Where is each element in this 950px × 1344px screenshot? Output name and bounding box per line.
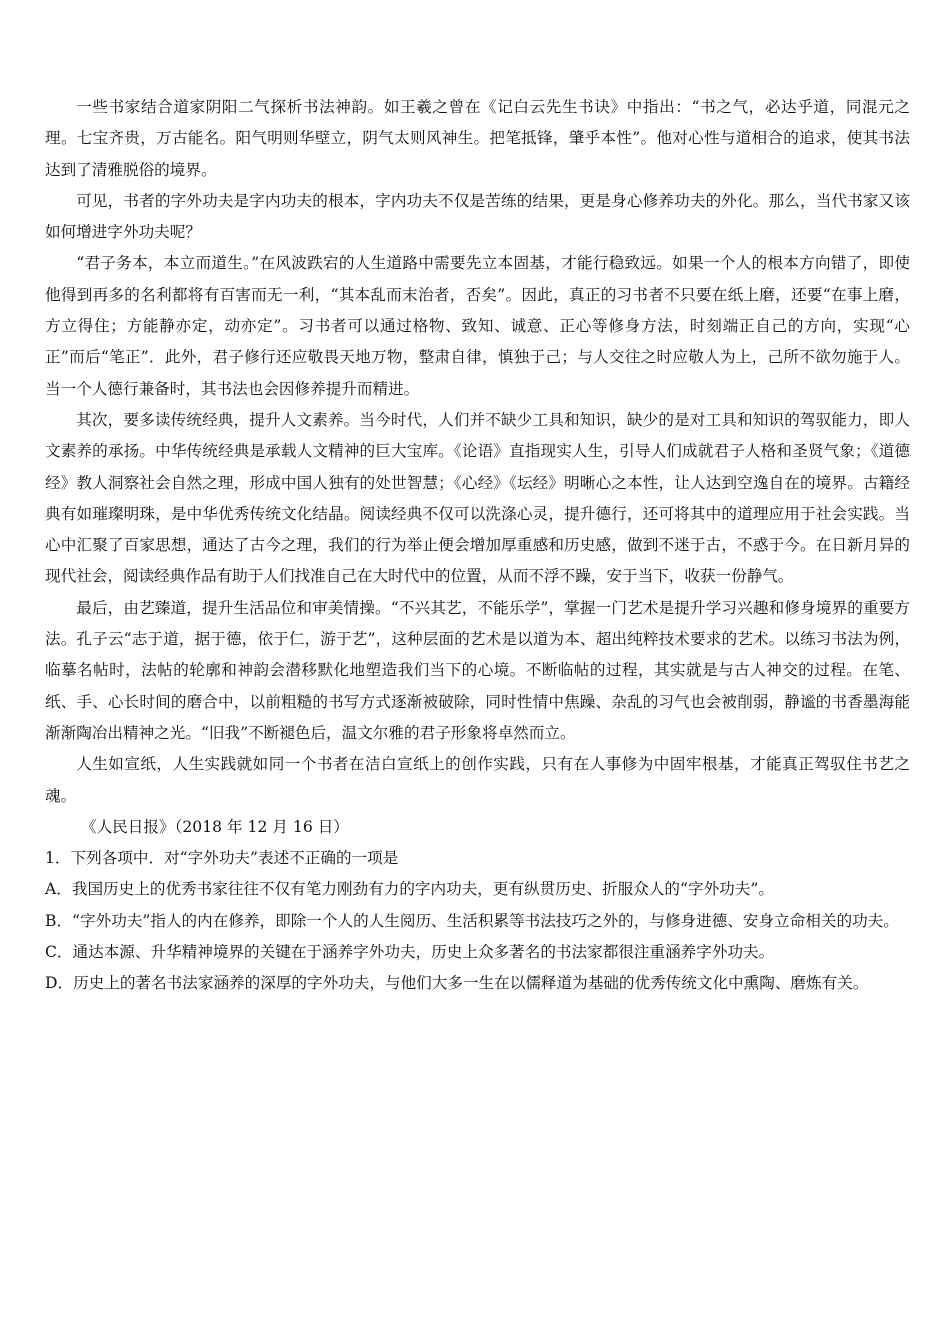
option-a: A．我国历史上的优秀书家往往不仅有笔力刚劲有力的字内功夫，更有纵贯历史、折服众人的“字外功夫”。 [45,880,774,899]
question-stem: 1．下列各项中．对“字外功夫”表述不正确的一项是 [45,849,399,868]
option-b: B．“字外功夫”指人的内在修养，即除一个人的人生阅历、生活积累等书法技巧之外的，与修身进德、安身立命相关的功夫。 [45,911,899,930]
article-paragraph-1: 一些书家结合道家阴阳二气探析书法神韵。如王羲之曾在《记白云先生书诀》中指出：“书之气，必达乎道，同混元之理。七宝齐贵，万古能名。阳气明则华壁立，阴气太则风神生。把笔抵锋，肇乎本性”。他对心性与道相合的追求，使其书法达到了清雅脱俗的境界。 [45,98,910,179]
article-paragraph-3: “君子务本，本立而道生。”在风波跌宕的人生道路中需要先立本固基，才能行稳致远。如果一个人的根本方向错了，即使他得到再多的名利都将有百害而无一利，“其本乱而末治者，否矣”。因此，真正的习书者不只要在纸上磨，还要“在事上磨，方立得住；方能静亦定，动亦定”。习书者可以通过格物、致知、诚意、正心等修身方法，时刻端正自己的方向，实现“心正”而后“笔正”．此外，君子修行还应敬畏天地万物，整肃自律，慎独于己；与人交往之时应敬人为上，己所不欲勿施于人。当一个人德行兼备时，其书法也会因修养提升而精进。 [45,254,910,398]
article-paragraph-2: 可见，书者的字外功夫是字内功夫的根本，字内功夫不仅是苦练的结果，更是身心修养功夫的外化。那么，当代书家又该如何增进字外功夫呢？ [45,191,910,242]
article-paragraph-6: 人生如宣纸，人生实践就如同一个书者在洁白宣纸上的创作实践，只有在人事修为中固牢根基，才能真正驾驭住书艺之魂。 [45,755,910,805]
article-paragraph-4: 其次，要多读传统经典，提升人文素养。当今时代，人们并不缺少工具和知识，缺少的是对工具和知识的驾驭能力，即人文素养的承扬。中华传统经典是承载人文精神的巨大宝库。《论语》直指现实人生，引导人们成就君子人格和圣贤气象；《道德经》教人洞察社会自然之理，形成中国人独有的处世智慧；《心经》《坛经》明晰心之本性，让人达到空逸自在的境界。古籍经典有如璀璨明珠，是中华优秀传统文化结晶。阅读经典不仅可以洗涤心灵，提升德行，还可将其中的道理应用于社会实践。当心中汇聚了百家思想，通达了古今之理，我们的行为举止便会增加厚重感和历史感，做到不迷于古，不惑于今。在日新月异的现代社会，阅读经典作品有助于人们找准自己在大时代中的位置，从而不浮不躁，安于当下，收获一份静气。 [45,410,910,586]
article-source: 《人民日报》（2018 年 12 月 16 日） [81,817,349,836]
article-paragraph-5: 最后，由艺臻道，提升生活品位和审美情操。“不兴其艺，不能乐学”，掌握一门艺术是提升学习兴趣和修身境界的重要方法。孔子云“志于道，据于德，依于仁，游于艺”，这种层面的艺术是以道为本、超出纯粹技术要求的艺术。以练习书法为例，临摹名帖时，法帖的轮廓和神韵会潜移默化地塑造我们当下的心境。不断临帖的过程，其实就是与古人神交的过程。在笔、纸、手、心长时间的磨合中，以前粗糙的书写方式逐渐被破除，同时性情中焦躁、杂乱的习气也会被削弱，静谧的书香墨海能渐渐陶冶出精神之光。“旧我”不断褪色后，温文尔雅的君子形象将卓然而立。 [45,598,910,742]
document-page [45,92,910,1000]
option-c: C．通达本源、升华精神境界的关键在于涵养字外功夫，历史上众多著名的书法家都很注重涵养字外功夫。 [45,943,775,962]
option-d: D．历史上的著名书法家涵养的深厚的字外功夫，与他们大多一生在以儒释道为基础的优秀传统文化中熏陶、磨炼有关。 [45,974,869,993]
